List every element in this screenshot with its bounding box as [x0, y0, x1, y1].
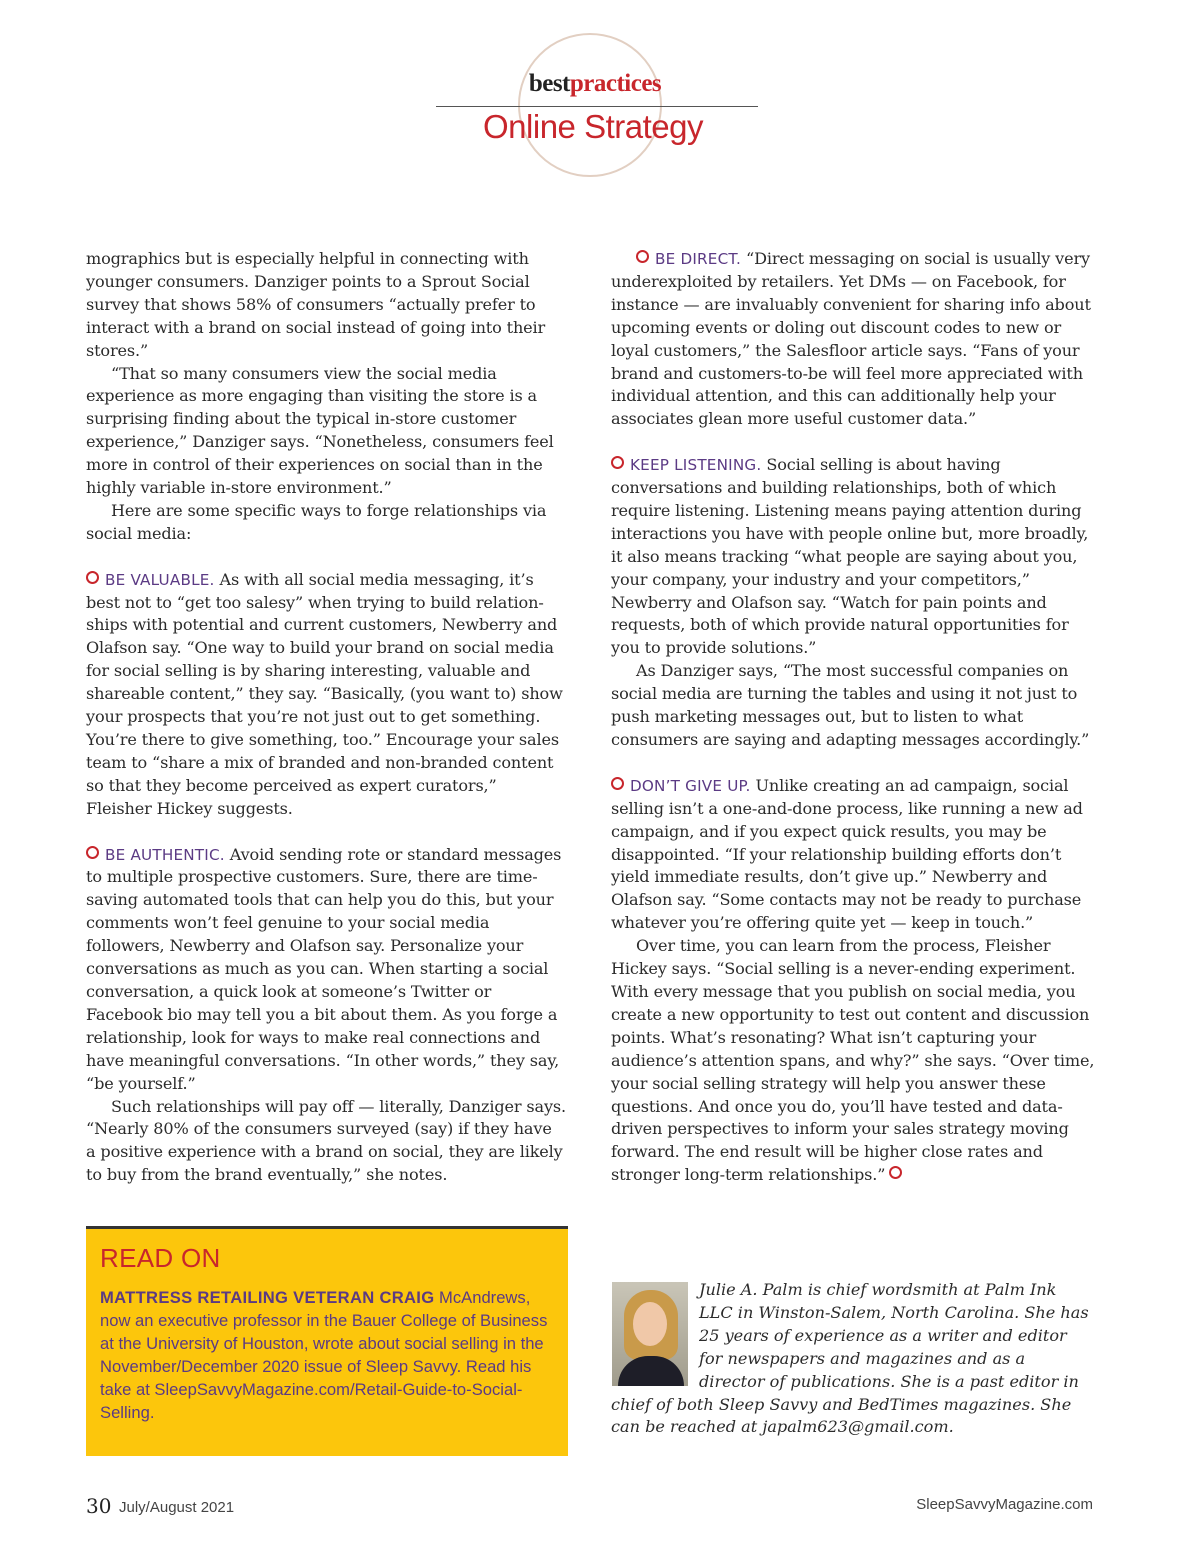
section-text: Unlike creating an ad campaign, social selling isn’t a one-and-done process, like running a new ad campaign, and if you expect quick results, you may be disappointed. “If your relationship building efforts don’t yield immediate results, don’t give up.” Newberry and Olafson say. “Some contacts may not be ready to purchase whatever you’re offering quite yet — keep in touch.” [611, 775, 1083, 933]
author-bio-text: Julie A. Palm is chief wordsmith at Palm Ink LLC in Winston-Salem, North Carolina. She has 25 years of experience as a writer and editor for newspapers and magazines and as a director of publications. She is a past editor in chief of both Sleep Savvy and BedTimes magazines. She can be reached at japalm623@gmail.com. [611, 1280, 1089, 1437]
read-on-body [100, 1286, 554, 1424]
read-on-text: McAndrews, now an executive professor in the Bauer College of Business at the University of Houston, wrote about social selling in the November/December 2020 issue of Sleep Savvy. Read his take at SleepSavvyMagazine.com/Retail-Guide-to-Social-Selling. [100, 1288, 548, 1422]
circle-bullet-icon [611, 456, 624, 469]
read-on-lead: MATTRESS RETAILING VETERAN CRAIG [100, 1288, 435, 1307]
section-text: As with all social media messaging, it’s best not to “get too salesy” when trying to build relationships with potential and current customers, Newberry and Olafson say. “One way to build your brand on social media for social selling is by sharing interesting, valuable and shareable content,” they say. “Basically, (you want to) show your prospects that you’re not just out to get something. You’re there to give something, too.” Encourage your sales team to “share a mix of branded and non-branded content so that they become perceived as expert curators,” Fleisher Hickey suggests. [86, 569, 563, 818]
read-on-title: READ ON [100, 1243, 221, 1273]
kicker-practices: practices [569, 70, 662, 97]
header-circle-ornament [518, 33, 662, 177]
paragraph: Here are some specific ways to forge relationships via social media: [86, 500, 547, 543]
section-be-valuable [86, 569, 566, 821]
site-url: SleepSavvyMagazine.com [916, 1496, 1093, 1513]
paragraph: As Danziger says, “The most successful companies on social media are turning the tables and using it not just to push marketing messages out, but to listen to what consumers are saying and adapting messages accordingly.” [611, 661, 1090, 750]
circle-bullet-icon [611, 777, 624, 790]
section-be-authentic [86, 844, 566, 1096]
section-dont-give-up [611, 775, 1097, 935]
section-text: Social selling is about having conversations and building relationships, both of which require listening. Listening means paying attention during interactions you have with people online but, more broadly, it also means tracking “what people are saying about you, your company, your industry and your competitors,” Newberry and Olafson say. “Watch for pain points and requests, both of which provide natural opportunities for you to provide solutions.” [611, 455, 1089, 658]
author-bio [611, 1279, 1091, 1439]
circle-bullet-icon [86, 846, 99, 859]
section-heading: BE DIRECT. [655, 250, 742, 268]
page-number: 30 [86, 1494, 112, 1518]
section-kicker [440, 70, 750, 98]
read-on-box [86, 1226, 568, 1456]
paragraph: mographics but is especially helpful in connecting with younger consumers. Danziger points to a Sprout Social survey that shows 58% of consumers “actually prefer to interact with a brand on social instead of going into their stores.” [86, 249, 546, 360]
paragraph [611, 935, 1097, 1187]
paragraph: Such relationships will pay off — literally, Danziger says. “Nearly 80% of the consumers surveyed (say) if they have a positive experience with a brand on social, they are likely to buy from the brand eventually,” she notes. [86, 1096, 566, 1185]
section-heading: DON’T GIVE UP. [630, 776, 751, 795]
closing-text: Over time, you can learn from the process, Fleisher Hickey says. “Social selling is a never-ending experiment. With every message that you publish on social media, you create a new opportunity to test out content and discussion points. What’s resonating? What isn’t capturing your audience’s attention spans, and why?” she says. “Over time, your social selling strategy will help you answer these questions. And once you do, you’ll have tested and data-driven perspectives to inform your sales strategy moving forward. The end result will be higher close rates and stronger long-term relationships.” [611, 936, 1095, 1185]
left-column [86, 248, 566, 1187]
section-heading: KEEP LISTENING. [630, 456, 762, 475]
section-heading: BE AUTHENTIC. [105, 845, 225, 864]
end-mark-icon [889, 1166, 902, 1179]
right-column [611, 248, 1097, 1187]
paragraph: “That so many consumers view the social media experience as more engaging than visiting the store is a surprising finding about the typical in-store customer experience,” Danziger says. “Nonetheless, consumers feel more in control of their experiences on social than in the highly variable in-store environment.” [86, 363, 554, 498]
section-text: Avoid sending rote or standard messages to multiple prospective customers. Sure, there are time-saving automated tools that can help you do this, but your comments won’t feel genuine to your social media followers, Newberry and Olafson say. Personalize your conversations as much as you can. When starting a social conversation, a quick look at someone’s Twitter or Facebook bio may tell you a bit about them. As you forge a relationship, look for ways to make real connections and have meaningful conversations. “In other words,” they say, “be yourself.” [86, 844, 562, 1093]
section-text: “Direct messaging on social is usually very underexploited by retailers. Yet DMs — on Facebook, for instance — are invaluably convenient for sharing info about upcoming events or doling out discount codes to new or loyal customers,” the Salesfloor article says. “Fans of your brand and customers-to-be will feel more appreciated with individual attention, and this can additionally help your associates glean more useful customer data.” [611, 249, 1091, 429]
header-rule [436, 106, 758, 107]
section-heading: BE VALUABLE. [105, 570, 215, 589]
circle-bullet-icon [636, 250, 649, 263]
kicker-best: best [528, 70, 570, 97]
circle-bullet-icon [86, 571, 99, 584]
section-keep-listening [611, 454, 1097, 660]
page-title: Online Strategy [483, 108, 703, 145]
issue-date: July/August 2021 [119, 1499, 235, 1516]
section-be-direct [611, 248, 1097, 431]
